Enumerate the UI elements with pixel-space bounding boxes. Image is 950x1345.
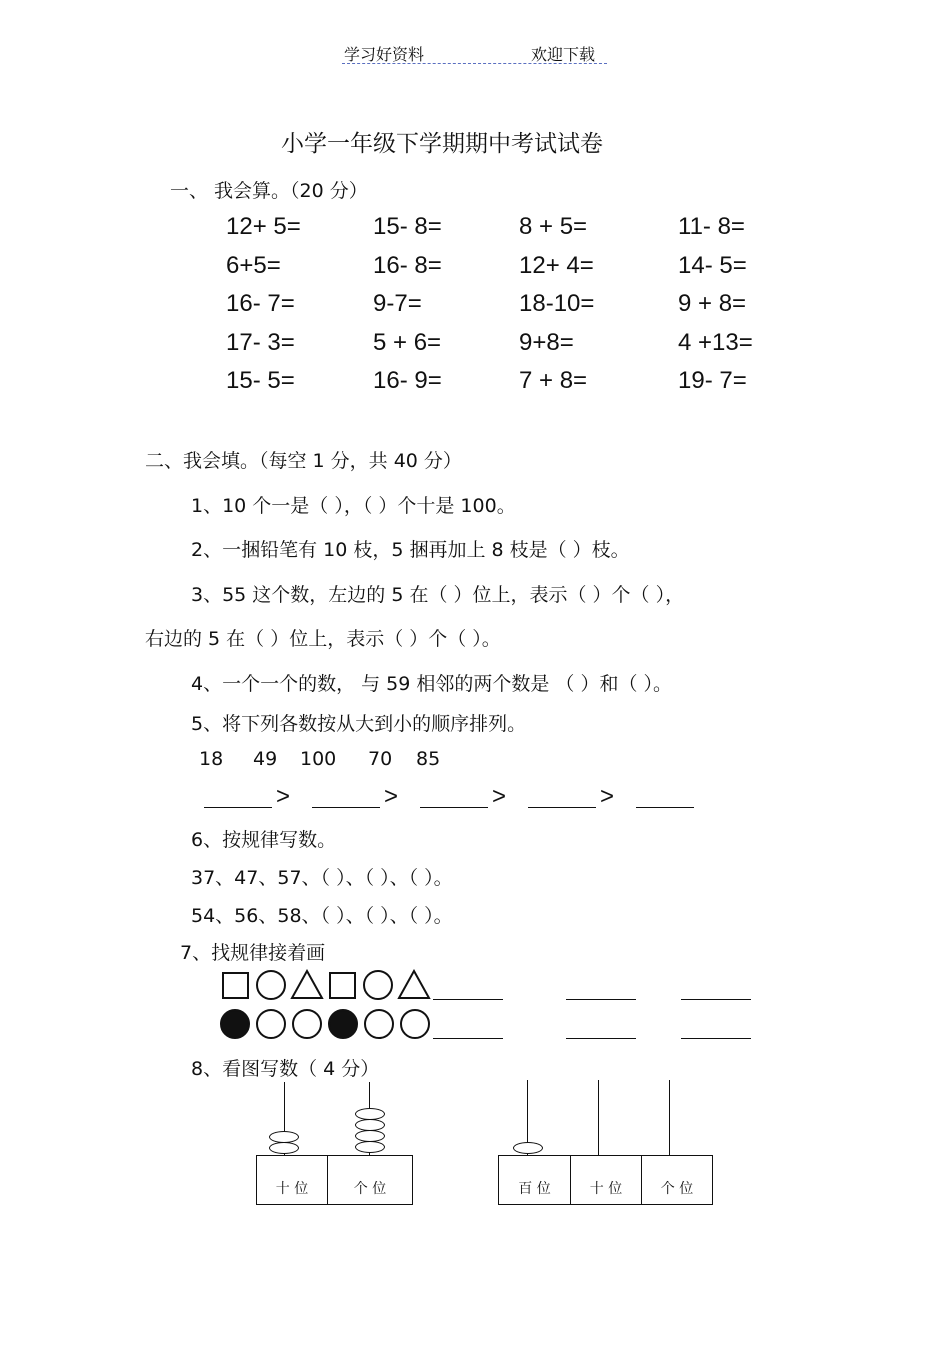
place-label-ones: 个 位 [353, 1181, 387, 1197]
number-item: 85 [416, 748, 441, 770]
draw-blank[interactable] [681, 1038, 751, 1039]
question-6-sequence-b: 54、56、58、（ ）、（ ）、（ ）。 [191, 905, 453, 927]
calc-item: 6+5= [226, 252, 281, 279]
calc-item: 11- 8= [678, 213, 745, 240]
abacus-rod [598, 1080, 599, 1155]
answer-blank[interactable] [528, 807, 596, 808]
calc-item: 9 + 8= [678, 290, 747, 317]
header-divider [342, 63, 607, 64]
abacus-base [498, 1155, 713, 1205]
circle-icon [256, 1009, 286, 1039]
number-item: 70 [368, 748, 393, 770]
calc-item: 18-10= [519, 290, 595, 317]
greater-than-sign: > [492, 783, 507, 810]
calc-item: 8 + 5= [519, 213, 588, 240]
circle-icon [363, 970, 393, 1000]
question-4: 4、一个一个的数， 与 59 相邻的两个数是 （ ）和（ ）。 [191, 673, 673, 695]
header-left-text: 学习好资料 [344, 45, 425, 64]
calc-item: 4 +13= [678, 329, 753, 356]
question-5: 5、将下列各数按从大到小的顺序排列。 [191, 713, 527, 735]
abacus-rod [669, 1080, 670, 1155]
square-icon [222, 972, 249, 999]
greater-than-sign: > [384, 783, 399, 810]
answer-blank[interactable] [420, 807, 488, 808]
calc-item: 19- 7= [678, 367, 747, 394]
calc-item: 12+ 5= [226, 213, 301, 240]
filled-circle-icon [220, 1009, 250, 1039]
calc-item: 16- 9= [373, 367, 442, 394]
question-8: 8、看图写数（ 4 分） [191, 1058, 380, 1080]
abacus-base [256, 1155, 413, 1205]
calc-item: 17- 3= [226, 329, 295, 356]
number-item: 100 [300, 748, 337, 770]
greater-than-sign: > [276, 783, 291, 810]
calc-item: 16- 8= [373, 252, 442, 279]
answer-blank[interactable] [204, 807, 272, 808]
question-3-line2: 右边的 5 在（ ）位上，表示（ ）个（ ）。 [145, 628, 501, 650]
draw-blank[interactable] [566, 1038, 636, 1039]
calc-item: 15- 8= [373, 213, 442, 240]
triangle-icon [290, 969, 324, 1000]
calc-item: 15- 5= [226, 367, 295, 394]
question-6: 6、按规律写数。 [191, 829, 337, 851]
circle-icon [364, 1009, 394, 1039]
question-6-sequence-a: 37、47、57、（ ）、（ ）、（ ）。 [191, 867, 453, 889]
calc-item: 9+8= [519, 329, 574, 356]
header-right-text: 欢迎下载 [531, 45, 596, 64]
abacus-bead [269, 1142, 299, 1154]
question-3-line1: 3、55 这个数，左边的 5 在（ ）位上，表示（ ）个（ ）， [191, 584, 685, 606]
abacus-bead [513, 1142, 543, 1154]
filled-circle-icon [328, 1009, 358, 1039]
draw-blank[interactable] [433, 999, 503, 1000]
answer-blank[interactable] [312, 807, 380, 808]
calc-item: 7 + 8= [519, 367, 588, 394]
question-7: 7、找规律接着画 [180, 942, 326, 964]
calc-item: 5 + 6= [373, 329, 442, 356]
draw-blank[interactable] [681, 999, 751, 1000]
greater-than-sign: > [600, 783, 615, 810]
page-title: 小学一年级下学期期中考试试卷 [281, 131, 603, 157]
number-item: 49 [253, 748, 278, 770]
question-2: 2、一捆铅笔有 10 枝，5 捆再加上 8 枝是（ ）枝。 [191, 539, 630, 561]
calc-item: 9-7= [373, 290, 422, 317]
triangle-icon [397, 969, 431, 1000]
section2-heading: 二、我会填。（每空 1 分，共 40 分） [145, 450, 462, 472]
answer-blank[interactable] [636, 807, 694, 808]
circle-icon [292, 1009, 322, 1039]
calc-item: 16- 7= [226, 290, 295, 317]
place-label-tens: 十 位 [257, 1156, 328, 1204]
place-label-tens: 十 位 [571, 1156, 642, 1204]
calc-item: 12+ 4= [519, 252, 594, 279]
circle-icon [256, 970, 286, 1000]
abacus-bead [355, 1141, 385, 1153]
place-label-hundreds: 百 位 [499, 1156, 571, 1204]
circle-icon [400, 1009, 430, 1039]
place-label-ones: 个 位 [660, 1181, 694, 1197]
draw-blank[interactable] [433, 1038, 503, 1039]
question-1: 1、10 个一是（ ），（ ）个十是 100。 [191, 495, 516, 517]
section1-heading: 一、 我会算。（20 分） [170, 180, 368, 202]
square-icon [329, 972, 356, 999]
calc-item: 14- 5= [678, 252, 747, 279]
draw-blank[interactable] [566, 999, 636, 1000]
number-item: 18 [199, 748, 224, 770]
